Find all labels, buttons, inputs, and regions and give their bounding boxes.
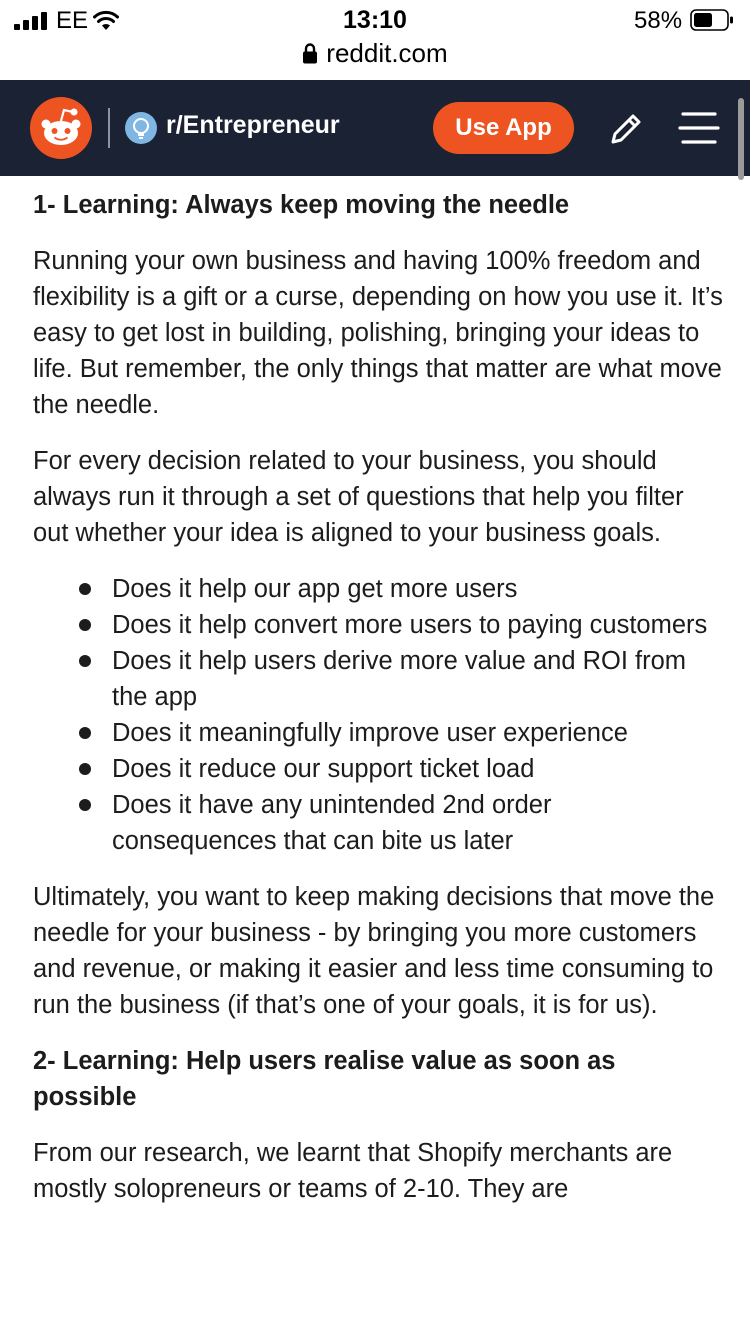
section-2-heading: 2- Learning: Help users realise value as soon as possible — [33, 1047, 616, 1111]
list-item — [112, 643, 723, 715]
bullet-icon — [79, 655, 91, 667]
url-text: reddit.com — [326, 38, 448, 68]
list-item — [112, 751, 723, 787]
reddit-logo-icon[interactable] — [30, 97, 92, 159]
paragraph-3: Ultimately, you want to keep making decisions that move the needle for your business - by bringing you more customers and revenue, or making it easier and less time consuming to run the business (if that’s one of your goals, it is for us). — [33, 883, 715, 1019]
reddit-header — [0, 80, 750, 176]
bullet-icon — [79, 727, 91, 739]
list-item-text: Does it help users derive more value and ROI from the app — [112, 647, 686, 711]
status-bar — [0, 0, 750, 80]
address-bar[interactable] — [0, 38, 750, 69]
list-item — [112, 607, 723, 643]
clock: 13:10 — [343, 6, 407, 34]
carrier-name: EE — [56, 7, 89, 34]
header-divider — [108, 108, 110, 148]
paragraph-4: From our research, we learnt that Shopify merchants are mostly solopreneurs or teams of 2-10. They are — [33, 1139, 673, 1203]
bullet-icon — [79, 583, 91, 595]
paragraph-1: Running your own business and having 100% freedom and flexibility is a gift or a curse, depending on how you use it. It’s easy to get lost in building, polishing, bringing your ideas to life. But remember, the only things that matter are what move the needle. — [33, 247, 723, 419]
list-item-text: Does it help our app get more users — [112, 575, 518, 603]
hamburger-menu-icon[interactable] — [678, 110, 720, 146]
list-item — [112, 571, 723, 607]
battery-icon — [690, 9, 734, 31]
list-item-text: Does it meaningfully improve user experience — [112, 719, 628, 747]
subreddit-name[interactable]: r/Entrepreneur — [166, 111, 340, 139]
bullet-icon — [79, 763, 91, 775]
list-item-text: Does it help convert more users to paying customers — [112, 611, 708, 639]
pencil-icon[interactable] — [605, 108, 647, 150]
bullet-icon — [79, 619, 91, 631]
scrollbar[interactable] — [738, 98, 744, 180]
lock-icon — [302, 42, 318, 64]
subreddit-lightbulb-icon[interactable] — [125, 112, 157, 144]
use-app-button[interactable]: Use App — [433, 102, 574, 154]
paragraph-2: For every decision related to your business, you should always run it through a set of questions that help you filter out whether your idea is aligned to your business goals. — [33, 447, 684, 547]
list-item-text: Does it reduce our support ticket load — [112, 755, 535, 783]
list-item — [112, 787, 723, 859]
list-item-text: Does it have any unintended 2nd order consequences that can bite us later — [112, 791, 552, 855]
post-body — [33, 176, 723, 1207]
battery-percent: 58% — [634, 7, 683, 34]
question-list — [33, 571, 723, 859]
list-item — [112, 715, 723, 751]
bullet-icon — [79, 799, 91, 811]
section-1-heading: 1- Learning: Always keep moving the needle — [33, 191, 570, 219]
